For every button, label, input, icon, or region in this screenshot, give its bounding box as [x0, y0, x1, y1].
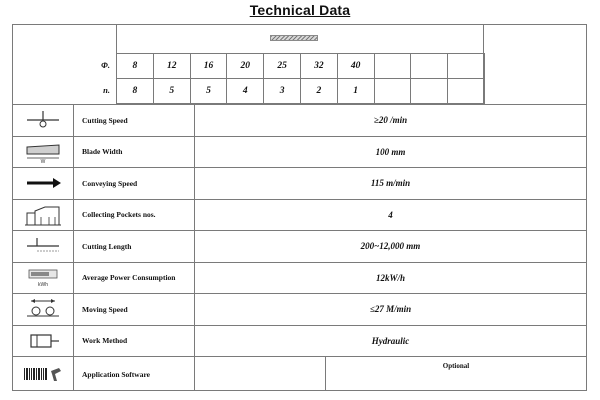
spec-label: Cutting Speed [82, 115, 128, 125]
phi-cell [411, 54, 448, 79]
n-row [117, 79, 485, 104]
spec-value: 12kW/h [375, 272, 405, 283]
spec-value [194, 357, 325, 391]
spec-label: Work Method [82, 336, 128, 346]
phi-cell: 20 [227, 54, 264, 79]
spec-label: Blade Width [82, 147, 123, 157]
n-cell: 3 [264, 79, 301, 104]
n-cell [374, 79, 411, 104]
spec-value: 115 m/min [370, 178, 411, 189]
phi-cell: 16 [190, 54, 227, 79]
spec-value: 100 mm [375, 146, 406, 157]
phi-cell: 25 [264, 54, 301, 79]
rebar-capacity-grid [116, 53, 485, 104]
barcode-software-icon [12, 357, 74, 391]
phi-cell: 40 [337, 54, 374, 79]
spec-row-work-method [12, 325, 587, 357]
power-unit-text: kWh [37, 281, 48, 288]
spec-row-cutting-length [12, 230, 587, 262]
blade-width-icon [12, 137, 74, 168]
spec-value: 4 [388, 209, 393, 220]
spec-value: ≤27 M/min [369, 304, 412, 315]
spec-row-power-consumption [12, 262, 587, 294]
spec-label: Conveying Speed [82, 178, 138, 188]
cutting-length-icon [12, 231, 74, 262]
spec-label: Collecting Pockets nos. [82, 210, 156, 220]
n-cell: 1 [337, 79, 374, 104]
phi-cell: 12 [153, 54, 190, 79]
spec-label: Cutting Length [82, 241, 132, 251]
phi-row-label: Φ. [101, 60, 110, 70]
blade-width-mark: W [40, 158, 45, 163]
phi-row [117, 54, 485, 79]
conveying-arrow-icon [12, 168, 74, 199]
phi-cell [374, 54, 411, 79]
hydraulic-cylinder-icon [12, 326, 74, 357]
spec-row-moving-speed [12, 293, 587, 325]
rebar-hatch-icon [270, 35, 318, 41]
optional-note: Optional [442, 362, 470, 370]
spec-value: ≥20 /min [373, 115, 408, 126]
spec-row-conveying-speed [12, 167, 587, 199]
n-row-label: n. [103, 85, 110, 95]
spec-label: Average Power Consumption [82, 273, 176, 283]
spec-row-blade-width [12, 136, 587, 168]
spec-row-collecting-pockets [12, 199, 587, 231]
phi-cell: 32 [300, 54, 337, 79]
spec-row-application-software [12, 356, 587, 391]
spec-label: Application Software [82, 369, 150, 379]
n-cell: 4 [227, 79, 264, 104]
cutting-speed-icon [12, 105, 74, 136]
page-title: Technical Data [249, 2, 351, 18]
spec-row-cutting-speed [12, 104, 587, 136]
n-cell: 8 [117, 79, 154, 104]
moving-wheels-icon [12, 294, 74, 325]
n-cell: 2 [300, 79, 337, 104]
n-cell [411, 79, 448, 104]
phi-cell: 8 [117, 54, 154, 79]
phi-cell [448, 54, 485, 79]
n-cell: 5 [190, 79, 227, 104]
collecting-pockets-icon [12, 200, 74, 231]
spec-label: Moving Speed [82, 304, 128, 314]
spec-value: Hydraulic [371, 335, 410, 346]
spec-value: 200~12,000 mm [360, 241, 421, 252]
n-cell: 5 [153, 79, 190, 104]
power-meter-icon [12, 263, 74, 294]
n-cell [448, 79, 485, 104]
